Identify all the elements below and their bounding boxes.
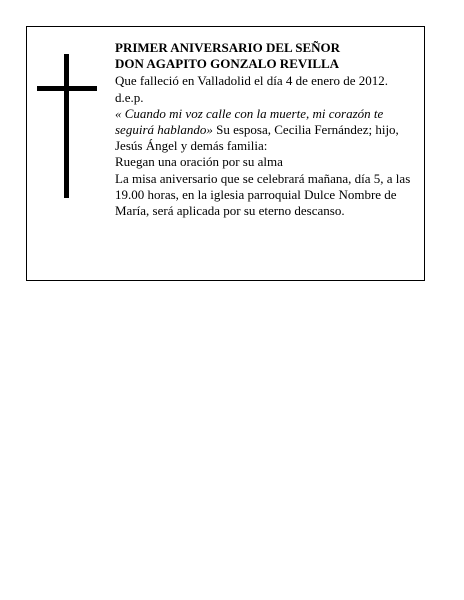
quote-and-family: [115, 106, 417, 155]
obituary-notice: [26, 26, 425, 281]
dep-abbreviation: d.e.p.: [115, 89, 144, 105]
heading-line-1: PRIMER ANIVERSARIO DEL SEÑOR: [115, 40, 341, 55]
cross-vertical-bar: [64, 54, 69, 198]
notice-text: [115, 40, 417, 219]
heading-line-2: DON AGAPITO GONZALO REVILLA: [115, 56, 340, 72]
cross-horizontal-bar: [37, 86, 97, 91]
mass-info: La misa aniversario que se celebrará mañana, día 5, a las 19.00 horas, en la iglesia parroquial Dulce Nombre de María, será aplicada por su eterno descanso.: [115, 170, 411, 219]
epitaph-quote: « Cuando mi voz calle con la muerte, mi corazón te seguirá hablando»: [115, 105, 384, 138]
death-info: Que falleció en Valladolid el día 4 de enero de 2012.: [115, 73, 389, 89]
cross-icon: [37, 54, 97, 198]
family-list: Su esposa, Cecilia Fernández; hijo, Jesús Ángel y demás familia:: [115, 122, 399, 154]
prayer-request: Ruegan una oración por su alma: [115, 154, 283, 170]
